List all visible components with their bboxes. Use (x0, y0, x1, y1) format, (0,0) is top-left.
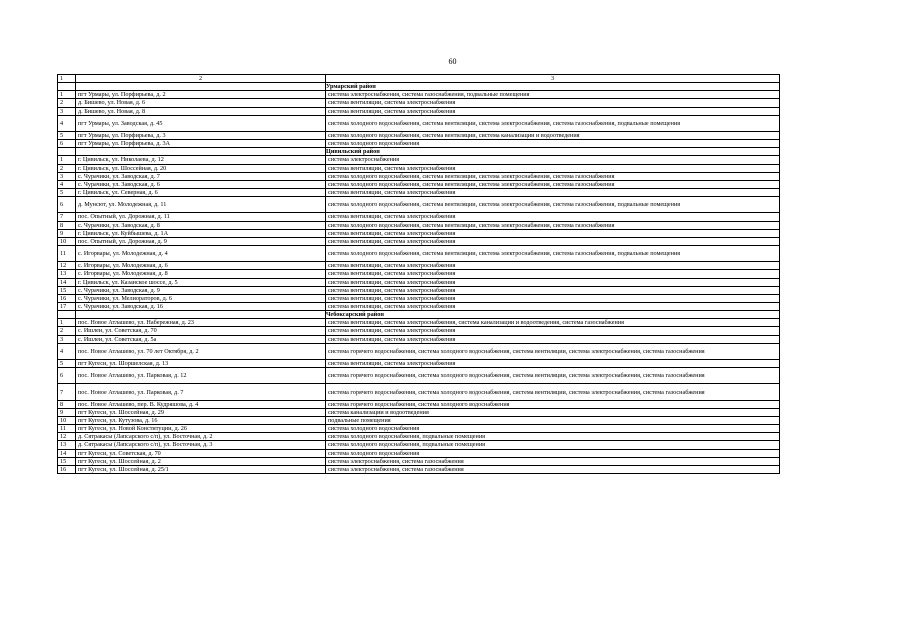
table-row (58, 221, 780, 229)
row-number: 2 (58, 99, 76, 107)
row-systems: система холодного водоснабжения, система вентиляции, система электроснабжения, система газоснабжения, подвальные помещения (326, 115, 780, 131)
row-systems: система холодного водоснабжения, система вентиляции, система электроснабжения, система газоснабжения (326, 172, 780, 180)
row-number: 13 (58, 441, 76, 449)
row-systems: система вентиляции, система электроснабжения (326, 327, 780, 335)
table-row (58, 188, 780, 196)
row-address: д. Бишево, ул. Новая, д. 6 (76, 99, 326, 107)
row-number: 3 (58, 335, 76, 343)
row-number: 3 (58, 172, 76, 180)
table-row (58, 457, 780, 465)
row-address: с. Ишлеи, ул. Советская, д. 5а (76, 335, 326, 343)
district-spacer (76, 311, 326, 319)
row-number: 5 (58, 188, 76, 196)
table-row (58, 237, 780, 245)
row-number: 1 (58, 319, 76, 327)
row-systems: система холодного водоснабжения (326, 425, 780, 433)
table-row (58, 156, 780, 164)
row-number: 7 (58, 384, 76, 400)
row-number: 15 (58, 286, 76, 294)
row-address: пос. Новое Атлашево, ул. Набережная, д. 23 (76, 319, 326, 327)
row-number: 4 (58, 180, 76, 188)
row-systems: система вентиляции, система электроснабжения (326, 99, 780, 107)
row-systems: система холодного водоснабжения, подвальные помещения (326, 441, 780, 449)
row-address: пос. Новое Атлашево, ул. 70 лет Октября, д. 2 (76, 343, 326, 359)
table-row (58, 408, 780, 416)
row-number: 12 (58, 433, 76, 441)
table-row (58, 400, 780, 408)
table-row (58, 99, 780, 107)
row-systems: система электроснабжения, система газоснабжения (326, 465, 780, 473)
row-systems: система вентиляции, система электроснабжения (326, 302, 780, 310)
row-address: г. Цивильск, ул. Шоссейная, д. 20 (76, 164, 326, 172)
row-address: пгт Кугеси, ул. Шоссейная, д. 29 (76, 408, 326, 416)
row-address: пгт Кугеси, ул. Советская, д. 70 (76, 449, 326, 457)
table-row (58, 433, 780, 441)
page-number: 60 (448, 57, 457, 66)
district-spacer (58, 311, 76, 319)
facilities-table (57, 74, 780, 474)
row-number: 9 (58, 408, 76, 416)
district-spacer (58, 83, 76, 91)
district-row (58, 83, 780, 91)
row-number: 5 (58, 132, 76, 140)
row-address: г. Цивильск, ул. Николаева, д. 12 (76, 156, 326, 164)
table-row (58, 465, 780, 473)
row-address: с. Чурачики, ул. Заводская, д. 7 (76, 172, 326, 180)
table-row (58, 262, 780, 270)
district-row (58, 311, 780, 319)
row-systems: система холодного водоснабжения, система вентиляции, система канализации и водоотведения (326, 132, 780, 140)
row-address: с. Ишлеи, ул. Советская, д. 70 (76, 327, 326, 335)
row-address: с. Чурачики, ул. Заводская, д. 9 (76, 286, 326, 294)
row-systems: система горячего водоснабжения, система холодного водоснабжения, система вентиляции, система электроснабжения, система газоснабжения (326, 343, 780, 359)
row-systems: система электроснабжения, система газоснабжения (326, 457, 780, 465)
row-number: 6 (58, 197, 76, 213)
table-row (58, 132, 780, 140)
row-systems: система вентиляции, система электроснабжения (326, 359, 780, 367)
row-address: пгт Кугеси, ул. Новой Конституции, д. 26 (76, 425, 326, 433)
row-number: 8 (58, 400, 76, 408)
row-number: 7 (58, 213, 76, 221)
district-row (58, 148, 780, 156)
row-systems: система вентиляции, система электроснабжения (326, 286, 780, 294)
row-address: пгт Урмары, ул. Порфирьева, д. 2 (76, 91, 326, 99)
row-systems: система горячего водоснабжения, система холодного водоснабжения, система вентиляции, система электроснабжения, система газоснабжения (326, 368, 780, 384)
district-spacer (76, 148, 326, 156)
row-address: д. Бишево, ул. Новая, д. 8 (76, 107, 326, 115)
row-systems: система холодного водоснабжения, система вентиляции, система электроснабжения, система газоснабжения, подвальные помещения (326, 197, 780, 213)
row-systems: система вентиляции, система электроснабжения (326, 294, 780, 302)
row-systems: система горячего водоснабжения, система холодного водоснабжения (326, 400, 780, 408)
row-systems: система вентиляции, система электроснабжения, система канализации и водоотведения, система газоснабжения (326, 319, 780, 327)
table-row (58, 270, 780, 278)
table-row (58, 343, 780, 359)
row-number: 1 (58, 156, 76, 164)
row-address: г. Цивильск, ул. Северная, д. 6 (76, 188, 326, 196)
row-number: 16 (58, 465, 76, 473)
row-address: пос. Новое Атлашево, ул. Парковая, д. 7 (76, 384, 326, 400)
table-row (58, 164, 780, 172)
row-number: 14 (58, 449, 76, 457)
table-row (58, 368, 780, 384)
row-address: пгт Кугеси, ул. Кутузова, д. 16 (76, 417, 326, 425)
row-address: пгт Урмары, ул. Заводская, д. 45 (76, 115, 326, 131)
table-row (58, 213, 780, 221)
table-row (58, 384, 780, 400)
table-row (58, 417, 780, 425)
header-col-2: 2 (76, 75, 326, 83)
row-systems: система канализации и водоотведения (326, 408, 780, 416)
row-address: пос. Новое Атлашево, ул. Парковая, д. 12 (76, 368, 326, 384)
row-systems: система горячего водоснабжения, система холодного водоснабжения, система вентиляции, система электроснабжения, система газоснабжения (326, 384, 780, 400)
table-row (58, 335, 780, 343)
table-row (58, 449, 780, 457)
district-name: Чебоксарский район (326, 311, 780, 319)
row-address: пос. Опытный, ул. Дорожная, д. 9 (76, 237, 326, 245)
row-address: с. Игорвары, ул. Молодежная, д. 6 (76, 262, 326, 270)
row-address: г. Цивильск, ул. Казанское шоссе, д. 5 (76, 278, 326, 286)
row-address: с. Чурачики, ул. Мелиораторов, д. 6 (76, 294, 326, 302)
row-number: 9 (58, 229, 76, 237)
table-row (58, 180, 780, 188)
row-number: 4 (58, 115, 76, 131)
header-col-1: 1 (58, 75, 76, 83)
table-row (58, 359, 780, 367)
table-row (58, 441, 780, 449)
table-row (58, 229, 780, 237)
row-number: 10 (58, 237, 76, 245)
table-row (58, 107, 780, 115)
row-address: с. Чурачики, ул. Заводская, д. 16 (76, 302, 326, 310)
row-address: пос. Новое Атлашево, пер. В. Кудряшова, д. 4 (76, 400, 326, 408)
row-number: 6 (58, 368, 76, 384)
row-number: 15 (58, 457, 76, 465)
row-systems: система вентиляции, система электроснабжения (326, 229, 780, 237)
row-systems: система вентиляции, система электроснабжения (326, 262, 780, 270)
row-number: 14 (58, 278, 76, 286)
row-address: д. Сятракасы (Лапсарского с/п), ул. Восточная, д. 2 (76, 433, 326, 441)
row-address: пос. Опытный, ул. Дорожная, д. 11 (76, 213, 326, 221)
row-systems: система холодного водоснабжения, система вентиляции, система электроснабжения, система газоснабжения (326, 221, 780, 229)
row-systems: система холодного водоснабжения (326, 140, 780, 148)
row-number: 11 (58, 245, 76, 261)
table-row (58, 327, 780, 335)
row-address: пгт Кугеси, ул. Шоссейная, д. 25/1 (76, 465, 326, 473)
table-row (58, 245, 780, 261)
row-address: д. Сятракасы (Лапсарского с/п), ул. Восточная, д. 3 (76, 441, 326, 449)
row-number: 8 (58, 221, 76, 229)
row-systems: система холодного водоснабжения, система вентиляции, система электроснабжения, система газоснабжения, подвальные помещения (326, 245, 780, 261)
table-row (58, 172, 780, 180)
row-number: 3 (58, 107, 76, 115)
row-systems: система электроснабжения (326, 156, 780, 164)
row-number: 10 (58, 417, 76, 425)
table-row (58, 140, 780, 148)
row-address: с. Чурачики, ул. Заводская, д. 6 (76, 180, 326, 188)
row-systems: подвальные помещения (326, 417, 780, 425)
table-row (58, 278, 780, 286)
row-address: пгт Урмары, ул. Порфирьева, д. 3 (76, 132, 326, 140)
row-systems: система холодного водоснабжения, система вентиляции, система электроснабжения, система газоснабжения (326, 180, 780, 188)
row-systems: система холодного водоснабжения, подвальные помещения (326, 433, 780, 441)
table-row (58, 286, 780, 294)
row-address: д. Мунсют, ул. Молодежная, д. 11 (76, 197, 326, 213)
row-systems: система вентиляции, система электроснабжения (326, 213, 780, 221)
row-number: 2 (58, 327, 76, 335)
table-row (58, 197, 780, 213)
row-systems: система вентиляции, система электроснабжения (326, 270, 780, 278)
table-row (58, 115, 780, 131)
row-systems: система электроснабжения, система газоснабжения, подвальные помещения (326, 91, 780, 99)
table-row (58, 425, 780, 433)
row-number: 13 (58, 270, 76, 278)
table-row (58, 302, 780, 310)
row-number: 12 (58, 262, 76, 270)
table-row (58, 319, 780, 327)
district-name: Урмарский район (326, 83, 780, 91)
row-address: с. Чурачики, ул. Заводская, д. 8 (76, 221, 326, 229)
row-number: 5 (58, 359, 76, 367)
row-systems: система вентиляции, система электроснабжения (326, 278, 780, 286)
row-number: 11 (58, 425, 76, 433)
row-number: 17 (58, 302, 76, 310)
row-address: г. Цивильск, ул. Куйбышева, д. 1А (76, 229, 326, 237)
header-col-3: 3 (326, 75, 780, 83)
row-systems: система вентиляции, система электроснабжения (326, 188, 780, 196)
row-address: с. Игорвары, ул. Молодежная, д. 8 (76, 270, 326, 278)
district-name: Цивильский район (326, 148, 780, 156)
facilities-table-body (58, 75, 780, 474)
row-number: 6 (58, 140, 76, 148)
row-address: пгт Урмары, ул. Порфирьева, д. 3А (76, 140, 326, 148)
row-address: пгт Кугеси, ул. Шоршелская, д. 13 (76, 359, 326, 367)
table-header-row (58, 75, 780, 83)
row-address: пгт Кугеси, ул. Шоссейная, д. 2 (76, 457, 326, 465)
district-spacer (58, 148, 76, 156)
row-systems: система вентиляции, система электроснабжения (326, 107, 780, 115)
row-number: 4 (58, 343, 76, 359)
row-number: 16 (58, 294, 76, 302)
row-systems: система вентиляции, система электроснабжения (326, 237, 780, 245)
row-number: 1 (58, 91, 76, 99)
row-systems: система холодного водоснабжения (326, 449, 780, 457)
table-row (58, 91, 780, 99)
district-spacer (76, 83, 326, 91)
row-systems: система вентиляции, система электроснабжения (326, 164, 780, 172)
row-number: 2 (58, 164, 76, 172)
row-systems: система вентиляции, система электроснабжения (326, 335, 780, 343)
row-address: с. Игорвары, ул. Молодежная, д. 4 (76, 245, 326, 261)
table-row (58, 294, 780, 302)
